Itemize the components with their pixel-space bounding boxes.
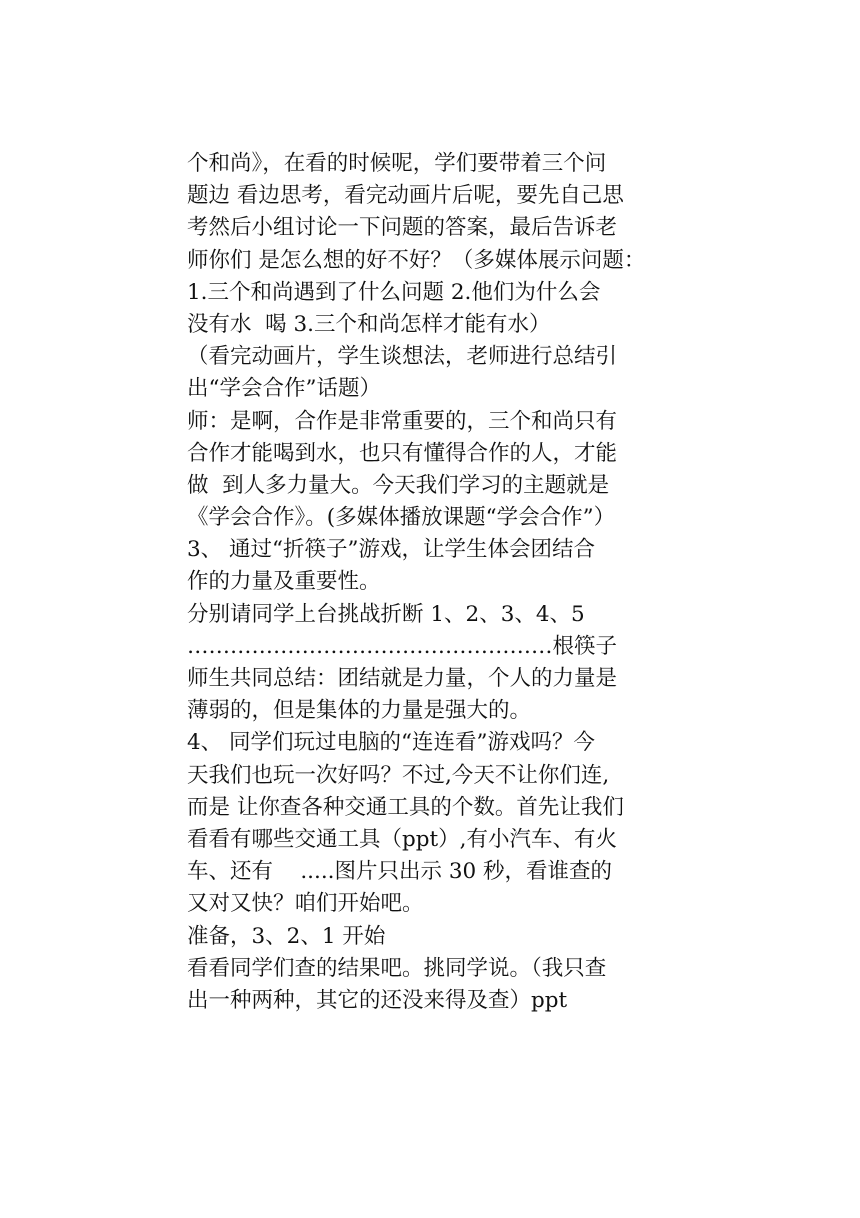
text-line: 题边 看边思考，看完动画片后呢，要先自己思 [187, 183, 624, 209]
text-line: 1.三个和尚遇到了什么问题 2.他们为什么会 [187, 279, 601, 305]
text-line: 分别请同学上台挑战折断 1、2、3、4、5 [187, 601, 585, 627]
text-line: 又对又快？咱们开始吧。 [187, 891, 424, 917]
text-line: 作的力量及重要性。 [187, 569, 381, 595]
text-line: 师生共同总结：团结就是力量，个人的力量是 [187, 666, 618, 691]
text-line: 合作才能喝到水，也只有懂得合作的人，才能 [187, 440, 618, 466]
text-line: 3、 通过“折筷子”游戏，让学生体会团结合 [187, 537, 595, 563]
text-line: 准备，3、2、1 开始 [187, 923, 386, 949]
text-line: 没有水 喝 3.三个和尚怎样才能有水） [187, 311, 551, 337]
text-line: 而是 让你查各种交通工具的个数。首先让我们 [187, 794, 624, 820]
text-line: 考然后小组讨论一下问题的答案，最后告诉老 [187, 215, 618, 241]
text-line: 4、 同学们玩过电脑的“连连看”游戏吗？今 [187, 730, 595, 756]
text-line: 出一种两种，其它的还没来得及查）ppt [187, 987, 568, 1013]
text-line: 天我们也玩一次好吗？不过,今天不让你们连, [187, 762, 610, 788]
text-line: 看看有哪些交通工具（ppt）,有小汽车、有火 [187, 826, 618, 852]
text-line: 师你们 是怎么想的好不好？（多媒体展示问题： [187, 247, 646, 273]
text-line: 车、还有 .....图片只出示 30 秒，看谁查的 [187, 859, 613, 885]
text-line: 看看同学们查的结果吧。挑同学说。（我只查 [187, 955, 607, 981]
text-line: 薄弱的，但是集体的力量是强大的。 [187, 698, 532, 724]
text-line: 《学会合作》。(多媒体播放课题“学会合作”） [187, 505, 616, 531]
text-line: 师：是啊，合作是非常重要的，三个和尚只有 [187, 408, 618, 434]
text-line: （看完动画片，学生谈想法，老师进行总结引 [187, 344, 618, 370]
text-line: 个和尚》，在看的时候呢，学们要带着三个问 [187, 151, 607, 176]
text-line: ……………………………………………根筷子 [187, 633, 618, 659]
document-body [187, 148, 687, 1017]
text-line: 做 到人多力量大。今天我们学习的主题就是 [187, 472, 610, 498]
text-line: 出“学会合作”话题） [187, 376, 381, 402]
